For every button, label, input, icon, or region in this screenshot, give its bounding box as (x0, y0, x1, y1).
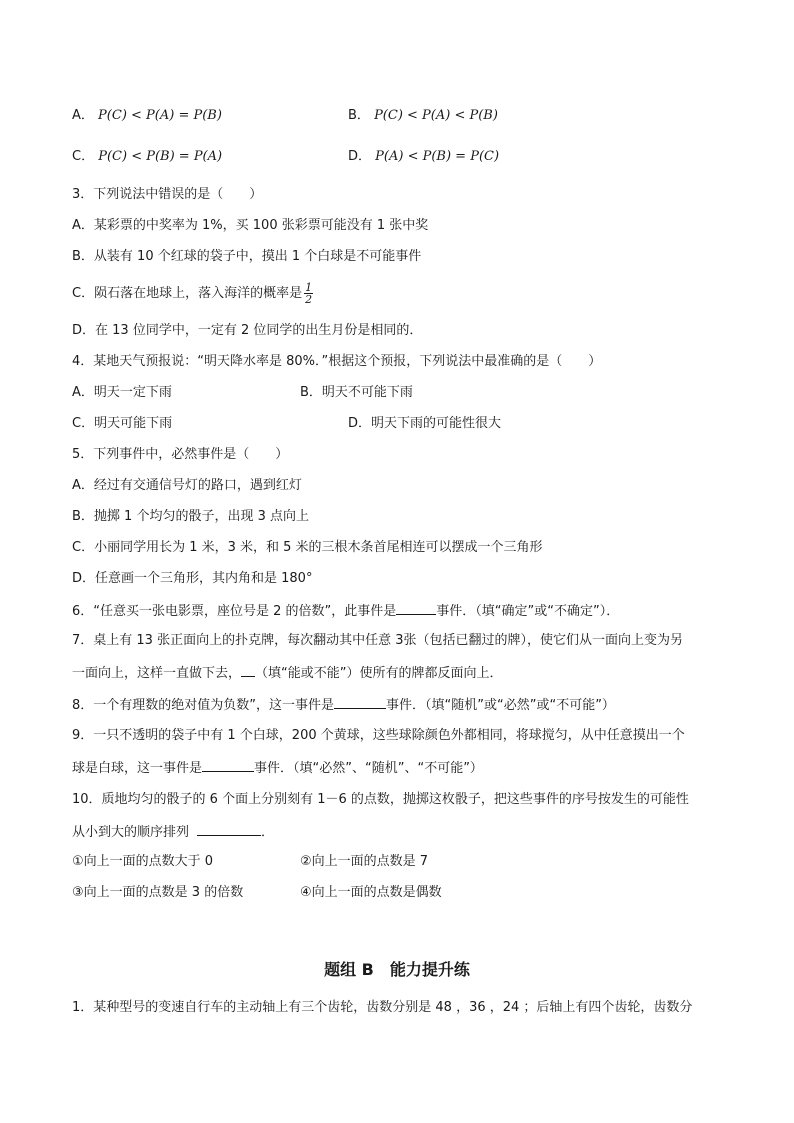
q8 (72, 694, 615, 714)
q10-option-1: ①向上一面的点数大于 0 (72, 854, 214, 869)
q7-text: 一面向上，这样一直做下去， (72, 666, 242, 681)
option-label: B． (348, 108, 370, 123)
option-b (348, 106, 498, 126)
q8-text: 8．一个有理数的绝对值为负数”，这一事件是 (72, 698, 335, 713)
answer-blank[interactable] (396, 600, 436, 615)
q3-option-d: D．在 13 位同学中，一定有 2 位同学的出生月份是相同的． (72, 323, 423, 338)
q6-text: 6．“任意买一张电影票，座位号是 2 的倍数”，此事件是 (72, 604, 397, 619)
q10-line1: 10．质地均匀的骰子的 6 个面上分别刻有 1－6 的点数，抛掷这枚骰子，把这些事件的序号按发生的可能性 (72, 792, 689, 807)
q9-line2 (72, 757, 483, 777)
q7-text-after: （填“能或不能”）使所有的牌都反面向上． (255, 666, 503, 681)
q10-line2 (72, 821, 274, 841)
q3-option-c-text: C．陨石落在地球上，落入海洋的概率是 (72, 286, 303, 301)
option-label: D． (348, 149, 372, 164)
q6 (72, 600, 619, 620)
q8-text-after: 事件．（填“随机”或“必然”或“不可能”） (386, 698, 615, 713)
b1-line1: 1．某种型号的变速自行车的主动轴上有三个齿轮，齿数分别是 48 ，36 ，24 ；后轴上有四个齿轮，齿数分 (72, 1000, 693, 1015)
option-math: P(C) < P(A) < P(B) (374, 108, 498, 123)
q10-option-2: ②向上一面的点数是 7 (300, 854, 429, 869)
q7-line1: 7．桌上有 13 张正面向上的扑克牌，每次翻动其中任意 3张（包括已翻过的牌），使它们从一面向上变为另 (72, 633, 683, 648)
q10-option-4: ④向上一面的点数是偶数 (300, 885, 442, 900)
fraction-denominator: 2 (305, 293, 313, 306)
answer-blank[interactable] (241, 662, 255, 677)
answer-blank[interactable] (202, 757, 254, 772)
q5-option-d: D．任意画一个三角形，其内角和是 180° (72, 571, 313, 586)
q7-line2 (72, 662, 503, 682)
fraction-numerator: 1 (305, 281, 313, 294)
option-math: P(C) < P(B) = P(A) (98, 149, 223, 164)
q6-text-after: 事件．（填“确定”或“不确定”）． (436, 604, 620, 619)
fraction (304, 282, 313, 305)
q4-option-c: C．明天可能下雨 (72, 416, 173, 431)
q10-text: 从小到大的顺序排列 (72, 825, 190, 840)
q9-text: 球是白球，这一事件是 (72, 761, 203, 776)
q3-option-b: B．从装有 10 个红球的袋子中，摸出 1 个白球是不可能事件 (72, 249, 422, 264)
q4-option-d: D．明天下雨的可能性很大 (348, 416, 502, 431)
q3-stem: 3．下列说法中错误的是（ ） (72, 187, 263, 202)
q9-text-after: 事件．（填“必然”、“随机”、“不可能”） (254, 761, 483, 776)
q4-option-b: B．明天不可能下雨 (300, 385, 413, 400)
option-label: A． (72, 108, 94, 123)
option-a (72, 106, 222, 126)
answer-blank[interactable] (197, 821, 261, 836)
section-title: 题组 B 能力提升练 (324, 960, 470, 979)
option-math: P(A) < P(B) = P(C) (375, 149, 500, 164)
q5-option-c: C．小丽同学用长为 1 米，3 米，和 5 米的三根木条首尾相连可以摆成一个三角形 (72, 540, 543, 555)
answer-blank[interactable] (334, 694, 386, 709)
option-d (348, 147, 499, 167)
option-label: C． (72, 149, 95, 164)
option-math: P(C) < P(A) = P(B) (98, 108, 222, 123)
q4-option-a: A．明天一定下雨 (72, 385, 172, 400)
q9-line1: 9．一只不透明的袋子中有 1 个白球，200 个黄球，这些球除颜色外都相同，将球搅匀，从中任意摸出一个 (72, 728, 685, 743)
option-c (72, 147, 222, 167)
q4-stem: 4．某地天气预报说：“明天降水率是 80%．”根据这个预报，下列说法中最准确的是（ ） (72, 354, 602, 369)
q3-option-a: A．某彩票的中奖率为 1%，买 100 张彩票可能没有 1 张中奖 (72, 218, 429, 233)
q5-option-b: B．抛掷 1 个均匀的骰子，出现 3 点向上 (72, 509, 309, 524)
q10-option-3: ③向上一面的点数是 3 的倍数 (72, 885, 244, 900)
q3-option-c (72, 281, 313, 307)
q5-stem: 5．下列事件中，必然事件是（ ） (72, 447, 289, 462)
q10-text-after: ． (261, 825, 275, 840)
q5-option-a: A．经过有交通信号灯的路口，遇到红灯 (72, 478, 302, 493)
